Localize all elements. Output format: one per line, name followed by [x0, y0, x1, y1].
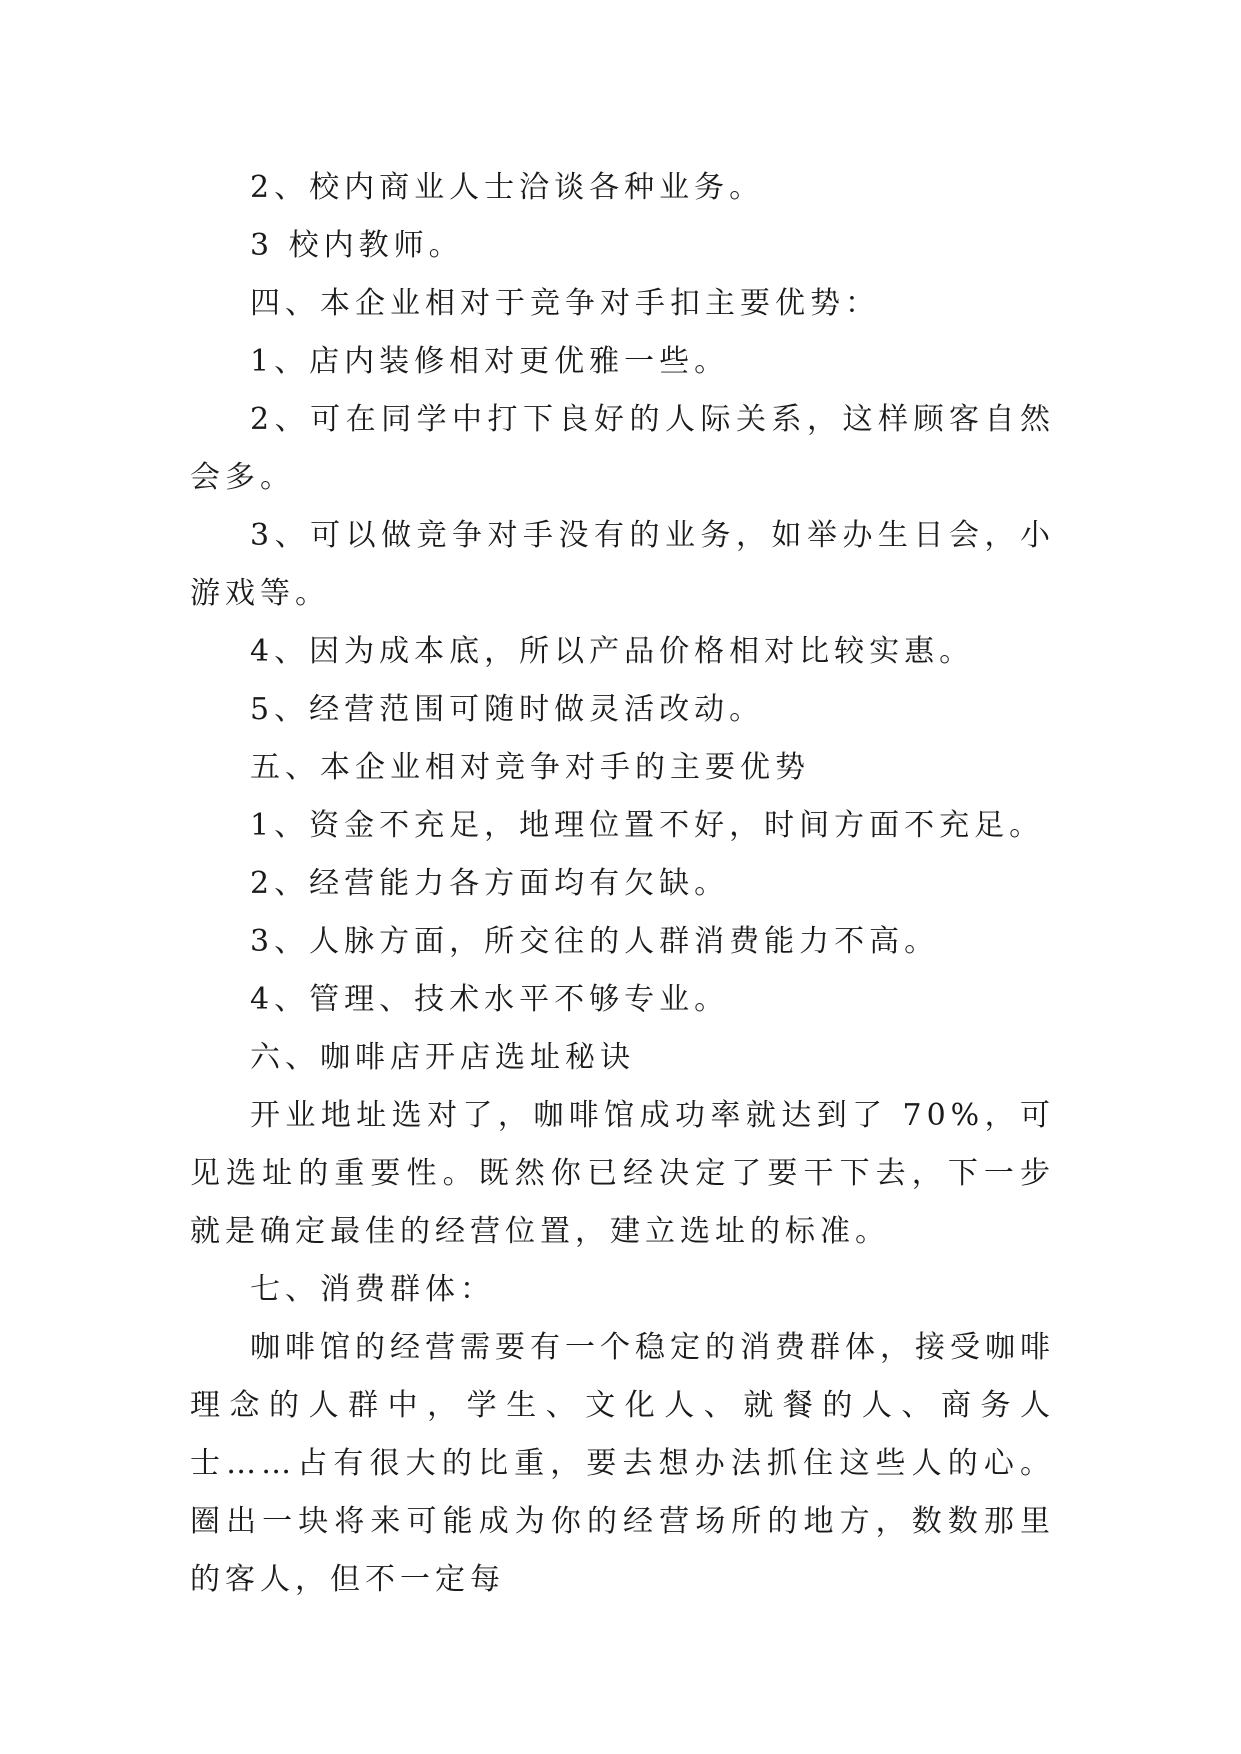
section-heading-7: 七、消费群体：	[250, 1272, 495, 1307]
paragraph: 5、经营范围可随时做灵活改动。	[250, 692, 765, 727]
paragraph: 2、可在同学中打下良好的人际关系，这样顾客自然会多。	[190, 402, 1055, 495]
paragraph: 3、人脉方面，所交往的人群消费能力不高。	[250, 924, 940, 959]
paragraph: 3 校内教师。	[250, 228, 464, 263]
paragraph: 1、店内装修相对更优雅一些。	[250, 344, 730, 379]
section-heading-4: 四、本企业相对于竞争对手扣主要优势：	[250, 286, 880, 321]
document-body	[190, 159, 1055, 1609]
paragraph: 开业地址选对了，咖啡馆成功率就达到了 70%，可见选址的重要性。既然你已经决定了要干下去，下一步就是确定最佳的经营位置，建立选址的标准。	[190, 1098, 1055, 1249]
paragraph: 咖啡馆的经营需要有一个稳定的消费群体，接受咖啡理念的人群中，学生、文化人、就餐的人、商务人士……占有很大的比重，要去想办法抓住这些人的心。圈出一块将来可能成为你的经营场所的地方，数数那里的客人，但不一定每	[190, 1330, 1055, 1597]
paragraph: 3、可以做竞争对手没有的业务，如举办生日会，小游戏等。	[190, 518, 1055, 611]
paragraph: 2、校内商业人士洽谈各种业务。	[250, 170, 765, 205]
paragraph: 2、经营能力各方面均有欠缺。	[250, 866, 730, 901]
section-heading-6: 六、咖啡店开店选址秘诀	[250, 1040, 635, 1075]
paragraph: 4、因为成本底，所以产品价格相对比较实惠。	[250, 634, 975, 669]
section-heading-5: 五、本企业相对竞争对手的主要优势	[250, 750, 810, 785]
paragraph: 4、管理、技术水平不够专业。	[250, 982, 730, 1017]
paragraph: 1、资金不充足，地理位置不好，时间方面不充足。	[250, 808, 1045, 843]
